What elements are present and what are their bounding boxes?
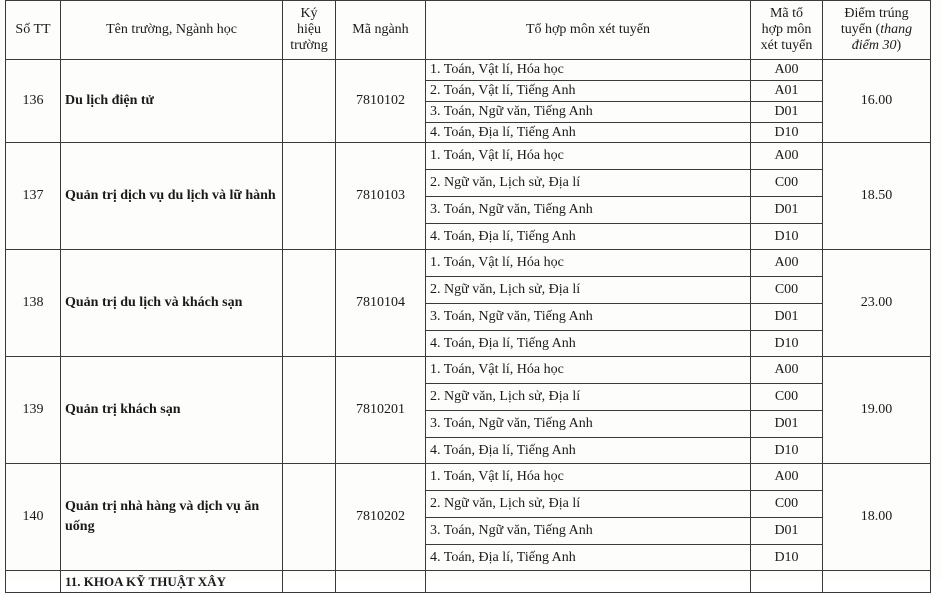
header-diem-trung-tuyen: Điểm trúng tuyển (thang điểm 30) <box>823 1 931 60</box>
cell-combo-code: D01 <box>751 518 823 545</box>
cell-combo-code: A00 <box>751 60 823 81</box>
cell-subject-combo: 2. Ngữ văn, Lịch sử, Địa lí <box>426 491 751 518</box>
cell-score <box>823 571 931 593</box>
cell-subject-combo: 3. Toán, Ngữ văn, Tiếng Anh <box>426 411 751 438</box>
cell-combo-code <box>751 571 823 593</box>
cell-ky-hieu <box>283 143 336 250</box>
cell-ky-hieu <box>283 60 336 143</box>
cell-major-code: 7810102 <box>336 60 426 143</box>
cell-combo-code: C00 <box>751 491 823 518</box>
cell-combo-code: D10 <box>751 331 823 357</box>
cell-score: 16.00 <box>823 60 931 143</box>
cell-stt: 137 <box>6 143 61 250</box>
table-row-next-section <box>6 571 931 593</box>
cell-ky-hieu <box>283 464 336 571</box>
cell-subject-combo: 4. Toán, Địa lí, Tiếng Anh <box>426 545 751 571</box>
cell-ky-hieu <box>283 357 336 464</box>
cell-subject-combo: 2. Ngữ văn, Lịch sử, Địa lí <box>426 277 751 304</box>
header-ma-nganh: Mã ngành <box>336 1 426 60</box>
cell-combo-code: D01 <box>751 411 823 438</box>
cell-major-name: Quản trị nhà hàng và dịch vụ ăn uống <box>61 464 283 571</box>
cell-combo-code: A00 <box>751 464 823 491</box>
cell-subject-combo: 1. Toán, Vật lí, Hóa học <box>426 357 751 384</box>
cell-combo-code: A00 <box>751 250 823 277</box>
header-ma-to-hop: Mã tổ hợp môn xét tuyển <box>751 1 823 60</box>
cell-subject-combo: 1. Toán, Vật lí, Hóa học <box>426 250 751 277</box>
cell-combo-code: C00 <box>751 384 823 411</box>
cell-major-code: 7810103 <box>336 143 426 250</box>
cell-score: 18.50 <box>823 143 931 250</box>
table-row <box>6 464 931 491</box>
cell-subject-combo: 3. Toán, Ngữ văn, Tiếng Anh <box>426 102 751 123</box>
cell-combo-code: C00 <box>751 277 823 304</box>
cell-major-name: Quản trị dịch vụ du lịch và lữ hành <box>61 143 283 250</box>
cell-major-code: 7810104 <box>336 250 426 357</box>
cell-subject-combo: 3. Toán, Ngữ văn, Tiếng Anh <box>426 304 751 331</box>
cell-ky-hieu <box>283 250 336 357</box>
cell-subject-combo: 1. Toán, Vật lí, Hóa học <box>426 143 751 170</box>
header-ky-hieu: Ký hiệu trường <box>283 1 336 60</box>
cell-combo-code: C00 <box>751 170 823 197</box>
cell-ky-hieu <box>283 571 336 593</box>
cell-combo-code: D01 <box>751 102 823 123</box>
cell-major-name: Du lịch điện tử <box>61 60 283 143</box>
cell-subject-combo: 2. Ngữ văn, Lịch sử, Địa lí <box>426 170 751 197</box>
admission-score-table <box>5 0 931 593</box>
cell-stt: 136 <box>6 60 61 143</box>
table-row <box>6 143 931 170</box>
header-to-hop: Tổ hợp môn xét tuyển <box>426 1 751 60</box>
cell-subject-combo: 4. Toán, Địa lí, Tiếng Anh <box>426 224 751 250</box>
cell-combo-code: D01 <box>751 304 823 331</box>
table-row <box>6 357 931 384</box>
cell-subject-combo: 1. Toán, Vật lí, Hóa học <box>426 464 751 491</box>
cell-stt: 139 <box>6 357 61 464</box>
cell-score: 23.00 <box>823 250 931 357</box>
cell-subject-combo: 1. Toán, Vật lí, Hóa học <box>426 60 751 81</box>
cell-major-code: 7810201 <box>336 357 426 464</box>
cell-major-name: Quản trị du lịch và khách sạn <box>61 250 283 357</box>
cell-stt: 140 <box>6 464 61 571</box>
cell-subject-combo: 4. Toán, Địa lí, Tiếng Anh <box>426 438 751 464</box>
table-header-row <box>6 1 931 60</box>
header-ten-truong: Tên trường, Ngành học <box>61 1 283 60</box>
cell-combo-code: D10 <box>751 123 823 143</box>
cell-score: 18.00 <box>823 464 931 571</box>
cell-major-code: 7810202 <box>336 464 426 571</box>
cell-combo-code: D10 <box>751 224 823 250</box>
table-row <box>6 60 931 81</box>
cell-major-name: Quản trị khách sạn <box>61 357 283 464</box>
cell-combo-code: D10 <box>751 438 823 464</box>
cell-subject-combo: 3. Toán, Ngữ văn, Tiếng Anh <box>426 518 751 545</box>
cell-major-code <box>336 571 426 593</box>
cell-combo-code: A00 <box>751 143 823 170</box>
cell-stt <box>6 571 61 593</box>
cell-score: 19.00 <box>823 357 931 464</box>
cell-combo-code: D10 <box>751 545 823 571</box>
cell-combo-code: D01 <box>751 197 823 224</box>
cell-subject-combo: 2. Toán, Vật lí, Tiếng Anh <box>426 81 751 102</box>
cell-combo-code: A00 <box>751 357 823 384</box>
table-row <box>6 250 931 277</box>
cell-combo-code: A01 <box>751 81 823 102</box>
cell-subject-combo: 4. Toán, Địa lí, Tiếng Anh <box>426 331 751 357</box>
next-section-heading: 11. KHOA KỸ THUẬT XÂY <box>61 571 283 593</box>
cell-subject-combo: 3. Toán, Ngữ văn, Tiếng Anh <box>426 197 751 224</box>
cell-subject-combo <box>426 571 751 593</box>
cell-subject-combo: 2. Ngữ văn, Lịch sử, Địa lí <box>426 384 751 411</box>
header-so-tt: Số TT <box>6 1 61 60</box>
cell-stt: 138 <box>6 250 61 357</box>
cell-subject-combo: 4. Toán, Địa lí, Tiếng Anh <box>426 123 751 143</box>
